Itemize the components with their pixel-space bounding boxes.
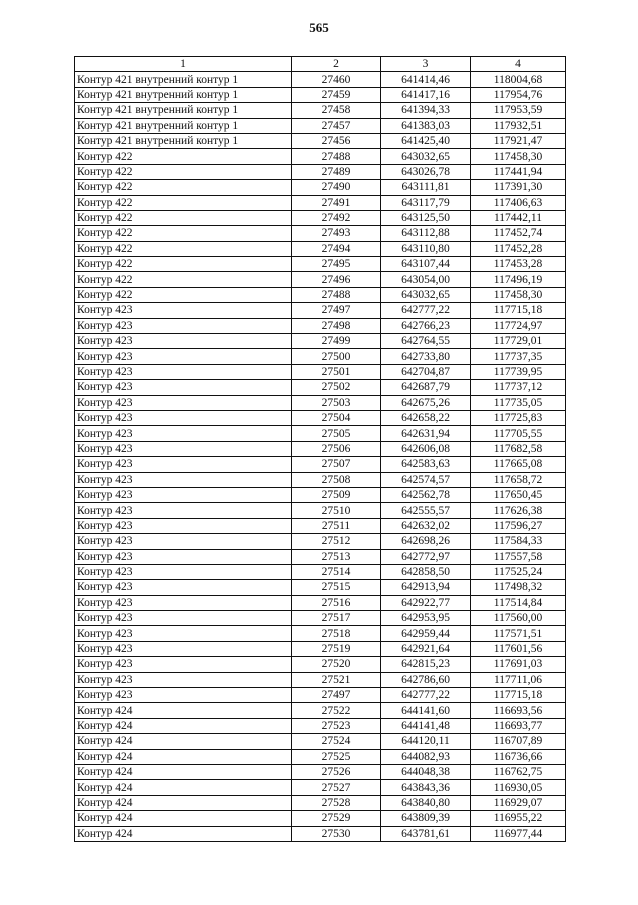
table-row [75, 149, 566, 164]
y-coordinate-cell: 117715,18 [471, 303, 566, 318]
y-coordinate-cell: 116955,22 [471, 811, 566, 826]
point-number-cell: 27505 [292, 426, 381, 441]
x-coordinate-cell: 643026,78 [381, 164, 471, 179]
point-number-cell: 27519 [292, 641, 381, 656]
y-coordinate-cell: 116693,56 [471, 703, 566, 718]
point-number-cell: 27525 [292, 749, 381, 764]
y-coordinate-cell: 117557,58 [471, 549, 566, 564]
point-number-cell: 27513 [292, 549, 381, 564]
contour-name-cell: Контур 423 [75, 641, 292, 656]
contour-name-cell: Контур 421 внутренний контур 1 [75, 103, 292, 118]
contour-name-cell: Контур 421 внутренний контур 1 [75, 87, 292, 102]
table-row [75, 426, 566, 441]
y-coordinate-cell: 117735,05 [471, 395, 566, 410]
table-row [75, 226, 566, 241]
x-coordinate-cell: 644120,11 [381, 734, 471, 749]
x-coordinate-cell: 643110,80 [381, 241, 471, 256]
contour-name-cell: Контур 423 [75, 318, 292, 333]
y-coordinate-cell: 117496,19 [471, 272, 566, 287]
x-coordinate-cell: 644141,60 [381, 703, 471, 718]
y-coordinate-cell: 117406,63 [471, 195, 566, 210]
contour-name-cell: Контур 423 [75, 303, 292, 318]
table-row [75, 549, 566, 564]
contour-name-cell: Контур 424 [75, 811, 292, 826]
table-row [75, 780, 566, 795]
contour-name-cell: Контур 424 [75, 703, 292, 718]
contour-name-cell: Контур 424 [75, 734, 292, 749]
point-number-cell: 27493 [292, 226, 381, 241]
point-number-cell: 27497 [292, 303, 381, 318]
table-body [75, 72, 566, 842]
y-coordinate-cell: 116930,05 [471, 780, 566, 795]
contour-name-cell: Контур 423 [75, 503, 292, 518]
x-coordinate-cell: 642953,95 [381, 611, 471, 626]
table-row [75, 688, 566, 703]
point-number-cell: 27488 [292, 149, 381, 164]
table-row [75, 241, 566, 256]
x-coordinate-cell: 641414,46 [381, 72, 471, 87]
x-coordinate-cell: 642959,44 [381, 626, 471, 641]
x-coordinate-cell: 642606,08 [381, 441, 471, 456]
point-number-cell: 27494 [292, 241, 381, 256]
y-coordinate-cell: 117658,72 [471, 472, 566, 487]
x-coordinate-cell: 643112,88 [381, 226, 471, 241]
point-number-cell: 27501 [292, 364, 381, 379]
x-coordinate-cell: 642562,78 [381, 487, 471, 502]
y-coordinate-cell: 117953,59 [471, 103, 566, 118]
point-number-cell: 27521 [292, 672, 381, 687]
table-row [75, 287, 566, 302]
contour-name-cell: Контур 423 [75, 395, 292, 410]
y-coordinate-cell: 117921,47 [471, 133, 566, 148]
table-row [75, 641, 566, 656]
contour-name-cell: Контур 423 [75, 626, 292, 641]
x-coordinate-cell: 643809,39 [381, 811, 471, 826]
y-coordinate-cell: 117739,95 [471, 364, 566, 379]
contour-name-cell: Контур 423 [75, 334, 292, 349]
table-row [75, 826, 566, 841]
y-coordinate-cell: 117442,11 [471, 210, 566, 225]
x-coordinate-cell: 641417,16 [381, 87, 471, 102]
column-header-3: 3 [381, 57, 471, 72]
contour-name-cell: Контур 423 [75, 380, 292, 395]
y-coordinate-cell: 117601,56 [471, 641, 566, 656]
x-coordinate-cell: 643781,61 [381, 826, 471, 841]
point-number-cell: 27512 [292, 534, 381, 549]
contour-name-cell: Контур 423 [75, 364, 292, 379]
table-row [75, 764, 566, 779]
x-coordinate-cell: 642815,23 [381, 657, 471, 672]
y-coordinate-cell: 117525,24 [471, 564, 566, 579]
contour-name-cell: Контур 423 [75, 580, 292, 595]
point-number-cell: 27528 [292, 795, 381, 810]
contour-name-cell: Контур 423 [75, 611, 292, 626]
y-coordinate-cell: 117458,30 [471, 149, 566, 164]
y-coordinate-cell: 118004,68 [471, 72, 566, 87]
x-coordinate-cell: 643843,36 [381, 780, 471, 795]
x-coordinate-cell: 642555,57 [381, 503, 471, 518]
table-row [75, 210, 566, 225]
x-coordinate-cell: 643107,44 [381, 257, 471, 272]
x-coordinate-cell: 642772,97 [381, 549, 471, 564]
y-coordinate-cell: 117737,12 [471, 380, 566, 395]
y-coordinate-cell: 117724,97 [471, 318, 566, 333]
x-coordinate-cell: 642786,60 [381, 672, 471, 687]
table-row [75, 103, 566, 118]
table-row [75, 657, 566, 672]
table-row [75, 334, 566, 349]
contour-name-cell: Контур 423 [75, 349, 292, 364]
contour-name-cell: Контур 423 [75, 657, 292, 672]
y-coordinate-cell: 117650,45 [471, 487, 566, 502]
point-number-cell: 27509 [292, 487, 381, 502]
table-row [75, 595, 566, 610]
point-number-cell: 27530 [292, 826, 381, 841]
y-coordinate-cell: 117691,03 [471, 657, 566, 672]
point-number-cell: 27506 [292, 441, 381, 456]
table-row [75, 380, 566, 395]
contour-name-cell: Контур 422 [75, 241, 292, 256]
point-number-cell: 27495 [292, 257, 381, 272]
column-header-1: 1 [75, 57, 292, 72]
x-coordinate-cell: 642777,22 [381, 303, 471, 318]
x-coordinate-cell: 642733,80 [381, 349, 471, 364]
point-number-cell: 27503 [292, 395, 381, 410]
y-coordinate-cell: 117626,38 [471, 503, 566, 518]
point-number-cell: 27488 [292, 287, 381, 302]
table-row [75, 303, 566, 318]
x-coordinate-cell: 642922,77 [381, 595, 471, 610]
table-row [75, 795, 566, 810]
contour-name-cell: Контур 422 [75, 210, 292, 225]
x-coordinate-cell: 642687,79 [381, 380, 471, 395]
x-coordinate-cell: 643032,65 [381, 287, 471, 302]
x-coordinate-cell: 643840,80 [381, 795, 471, 810]
y-coordinate-cell: 117596,27 [471, 518, 566, 533]
x-coordinate-cell: 641425,40 [381, 133, 471, 148]
y-coordinate-cell: 117452,28 [471, 241, 566, 256]
y-coordinate-cell: 116977,44 [471, 826, 566, 841]
contour-name-cell: Контур 423 [75, 534, 292, 549]
x-coordinate-cell: 642583,63 [381, 457, 471, 472]
point-number-cell: 27526 [292, 764, 381, 779]
point-number-cell: 27489 [292, 164, 381, 179]
y-coordinate-cell: 116693,77 [471, 718, 566, 733]
point-number-cell: 27460 [292, 72, 381, 87]
contour-name-cell: Контур 421 внутренний контур 1 [75, 72, 292, 87]
point-number-cell: 27458 [292, 103, 381, 118]
table-row [75, 410, 566, 425]
table-row [75, 457, 566, 472]
column-header-4: 4 [471, 57, 566, 72]
x-coordinate-cell: 642631,94 [381, 426, 471, 441]
x-coordinate-cell: 642632,02 [381, 518, 471, 533]
x-coordinate-cell: 642675,26 [381, 395, 471, 410]
contour-name-cell: Контур 424 [75, 780, 292, 795]
table-row [75, 703, 566, 718]
table-row [75, 626, 566, 641]
point-number-cell: 27456 [292, 133, 381, 148]
y-coordinate-cell: 116762,75 [471, 764, 566, 779]
x-coordinate-cell: 643125,50 [381, 210, 471, 225]
y-coordinate-cell: 116707,89 [471, 734, 566, 749]
x-coordinate-cell: 642704,87 [381, 364, 471, 379]
y-coordinate-cell: 117711,06 [471, 672, 566, 687]
table-row [75, 487, 566, 502]
table-row [75, 611, 566, 626]
table-row [75, 518, 566, 533]
point-number-cell: 27459 [292, 87, 381, 102]
contour-name-cell: Контур 421 внутренний контур 1 [75, 133, 292, 148]
contour-name-cell: Контур 421 внутренний контур 1 [75, 118, 292, 133]
contour-name-cell: Контур 423 [75, 595, 292, 610]
point-number-cell: 27490 [292, 180, 381, 195]
x-coordinate-cell: 642766,23 [381, 318, 471, 333]
y-coordinate-cell: 116929,07 [471, 795, 566, 810]
contour-name-cell: Контур 422 [75, 272, 292, 287]
y-coordinate-cell: 117560,00 [471, 611, 566, 626]
table-header-row [75, 57, 566, 72]
table-row [75, 349, 566, 364]
table-row [75, 472, 566, 487]
y-coordinate-cell: 117458,30 [471, 287, 566, 302]
y-coordinate-cell: 117737,35 [471, 349, 566, 364]
point-number-cell: 27517 [292, 611, 381, 626]
table-row [75, 164, 566, 179]
x-coordinate-cell: 644048,38 [381, 764, 471, 779]
point-number-cell: 27514 [292, 564, 381, 579]
point-number-cell: 27499 [292, 334, 381, 349]
x-coordinate-cell: 642658,22 [381, 410, 471, 425]
contour-name-cell: Контур 423 [75, 672, 292, 687]
point-number-cell: 27520 [292, 657, 381, 672]
contour-name-cell: Контур 424 [75, 718, 292, 733]
point-number-cell: 27497 [292, 688, 381, 703]
contour-name-cell: Контур 422 [75, 226, 292, 241]
x-coordinate-cell: 641394,33 [381, 103, 471, 118]
point-number-cell: 27498 [292, 318, 381, 333]
point-number-cell: 27523 [292, 718, 381, 733]
y-coordinate-cell: 117453,28 [471, 257, 566, 272]
point-number-cell: 27515 [292, 580, 381, 595]
table-row [75, 811, 566, 826]
contour-name-cell: Контур 422 [75, 164, 292, 179]
point-number-cell: 27516 [292, 595, 381, 610]
y-coordinate-cell: 117954,76 [471, 87, 566, 102]
contour-name-cell: Контур 424 [75, 826, 292, 841]
point-number-cell: 27522 [292, 703, 381, 718]
table-row [75, 749, 566, 764]
contour-name-cell: Контур 422 [75, 195, 292, 210]
y-coordinate-cell: 117725,83 [471, 410, 566, 425]
table-row [75, 118, 566, 133]
x-coordinate-cell: 643054,00 [381, 272, 471, 287]
y-coordinate-cell: 117452,74 [471, 226, 566, 241]
y-coordinate-cell: 117705,55 [471, 426, 566, 441]
point-number-cell: 27507 [292, 457, 381, 472]
y-coordinate-cell: 117391,30 [471, 180, 566, 195]
point-number-cell: 27527 [292, 780, 381, 795]
point-number-cell: 27518 [292, 626, 381, 641]
column-header-2: 2 [292, 57, 381, 72]
y-coordinate-cell: 117932,51 [471, 118, 566, 133]
y-coordinate-cell: 117571,51 [471, 626, 566, 641]
contour-name-cell: Контур 424 [75, 764, 292, 779]
contour-name-cell: Контур 423 [75, 564, 292, 579]
table-row [75, 534, 566, 549]
y-coordinate-cell: 117584,33 [471, 534, 566, 549]
contour-name-cell: Контур 423 [75, 441, 292, 456]
table-row [75, 564, 566, 579]
x-coordinate-cell: 643032,65 [381, 149, 471, 164]
point-number-cell: 27492 [292, 210, 381, 225]
contour-name-cell: Контур 423 [75, 457, 292, 472]
x-coordinate-cell: 642698,26 [381, 534, 471, 549]
x-coordinate-cell: 642574,57 [381, 472, 471, 487]
table-row [75, 272, 566, 287]
y-coordinate-cell: 117729,01 [471, 334, 566, 349]
table-row [75, 718, 566, 733]
y-coordinate-cell: 117665,08 [471, 457, 566, 472]
point-number-cell: 27529 [292, 811, 381, 826]
table-row [75, 318, 566, 333]
table-row [75, 72, 566, 87]
contour-name-cell: Контур 423 [75, 549, 292, 564]
table-row [75, 133, 566, 148]
contour-name-cell: Контур 422 [75, 180, 292, 195]
point-number-cell: 27508 [292, 472, 381, 487]
table-row [75, 503, 566, 518]
y-coordinate-cell: 116736,66 [471, 749, 566, 764]
table-row [75, 395, 566, 410]
page-number: 565 [309, 20, 329, 35]
contour-name-cell: Контур 424 [75, 795, 292, 810]
x-coordinate-cell: 643111,81 [381, 180, 471, 195]
point-number-cell: 27504 [292, 410, 381, 425]
x-coordinate-cell: 642921,64 [381, 641, 471, 656]
point-number-cell: 27500 [292, 349, 381, 364]
point-number-cell: 27502 [292, 380, 381, 395]
contour-name-cell: Контур 423 [75, 487, 292, 502]
x-coordinate-cell: 644082,93 [381, 749, 471, 764]
y-coordinate-cell: 117682,58 [471, 441, 566, 456]
y-coordinate-cell: 117715,18 [471, 688, 566, 703]
table-row [75, 195, 566, 210]
table-row [75, 672, 566, 687]
table-row [75, 441, 566, 456]
x-coordinate-cell: 642764,55 [381, 334, 471, 349]
table-row [75, 580, 566, 595]
y-coordinate-cell: 117514,84 [471, 595, 566, 610]
contour-name-cell: Контур 423 [75, 410, 292, 425]
contour-name-cell: Контур 422 [75, 257, 292, 272]
y-coordinate-cell: 117498,32 [471, 580, 566, 595]
table-row [75, 257, 566, 272]
x-coordinate-cell: 642913,94 [381, 580, 471, 595]
x-coordinate-cell: 642777,22 [381, 688, 471, 703]
x-coordinate-cell: 641383,03 [381, 118, 471, 133]
table-row [75, 364, 566, 379]
contour-name-cell: Контур 422 [75, 149, 292, 164]
contour-name-cell: Контур 423 [75, 688, 292, 703]
table-row [75, 87, 566, 102]
point-number-cell: 27491 [292, 195, 381, 210]
contour-name-cell: Контур 423 [75, 426, 292, 441]
x-coordinate-cell: 642858,50 [381, 564, 471, 579]
point-number-cell: 27524 [292, 734, 381, 749]
coordinates-table [74, 56, 566, 842]
x-coordinate-cell: 644141,48 [381, 718, 471, 733]
x-coordinate-cell: 643117,79 [381, 195, 471, 210]
table-row [75, 734, 566, 749]
point-number-cell: 27511 [292, 518, 381, 533]
contour-name-cell: Контур 423 [75, 518, 292, 533]
point-number-cell: 27496 [292, 272, 381, 287]
point-number-cell: 27510 [292, 503, 381, 518]
point-number-cell: 27457 [292, 118, 381, 133]
contour-name-cell: Контур 423 [75, 472, 292, 487]
table-row [75, 180, 566, 195]
contour-name-cell: Контур 424 [75, 749, 292, 764]
contour-name-cell: Контур 422 [75, 287, 292, 302]
y-coordinate-cell: 117441,94 [471, 164, 566, 179]
